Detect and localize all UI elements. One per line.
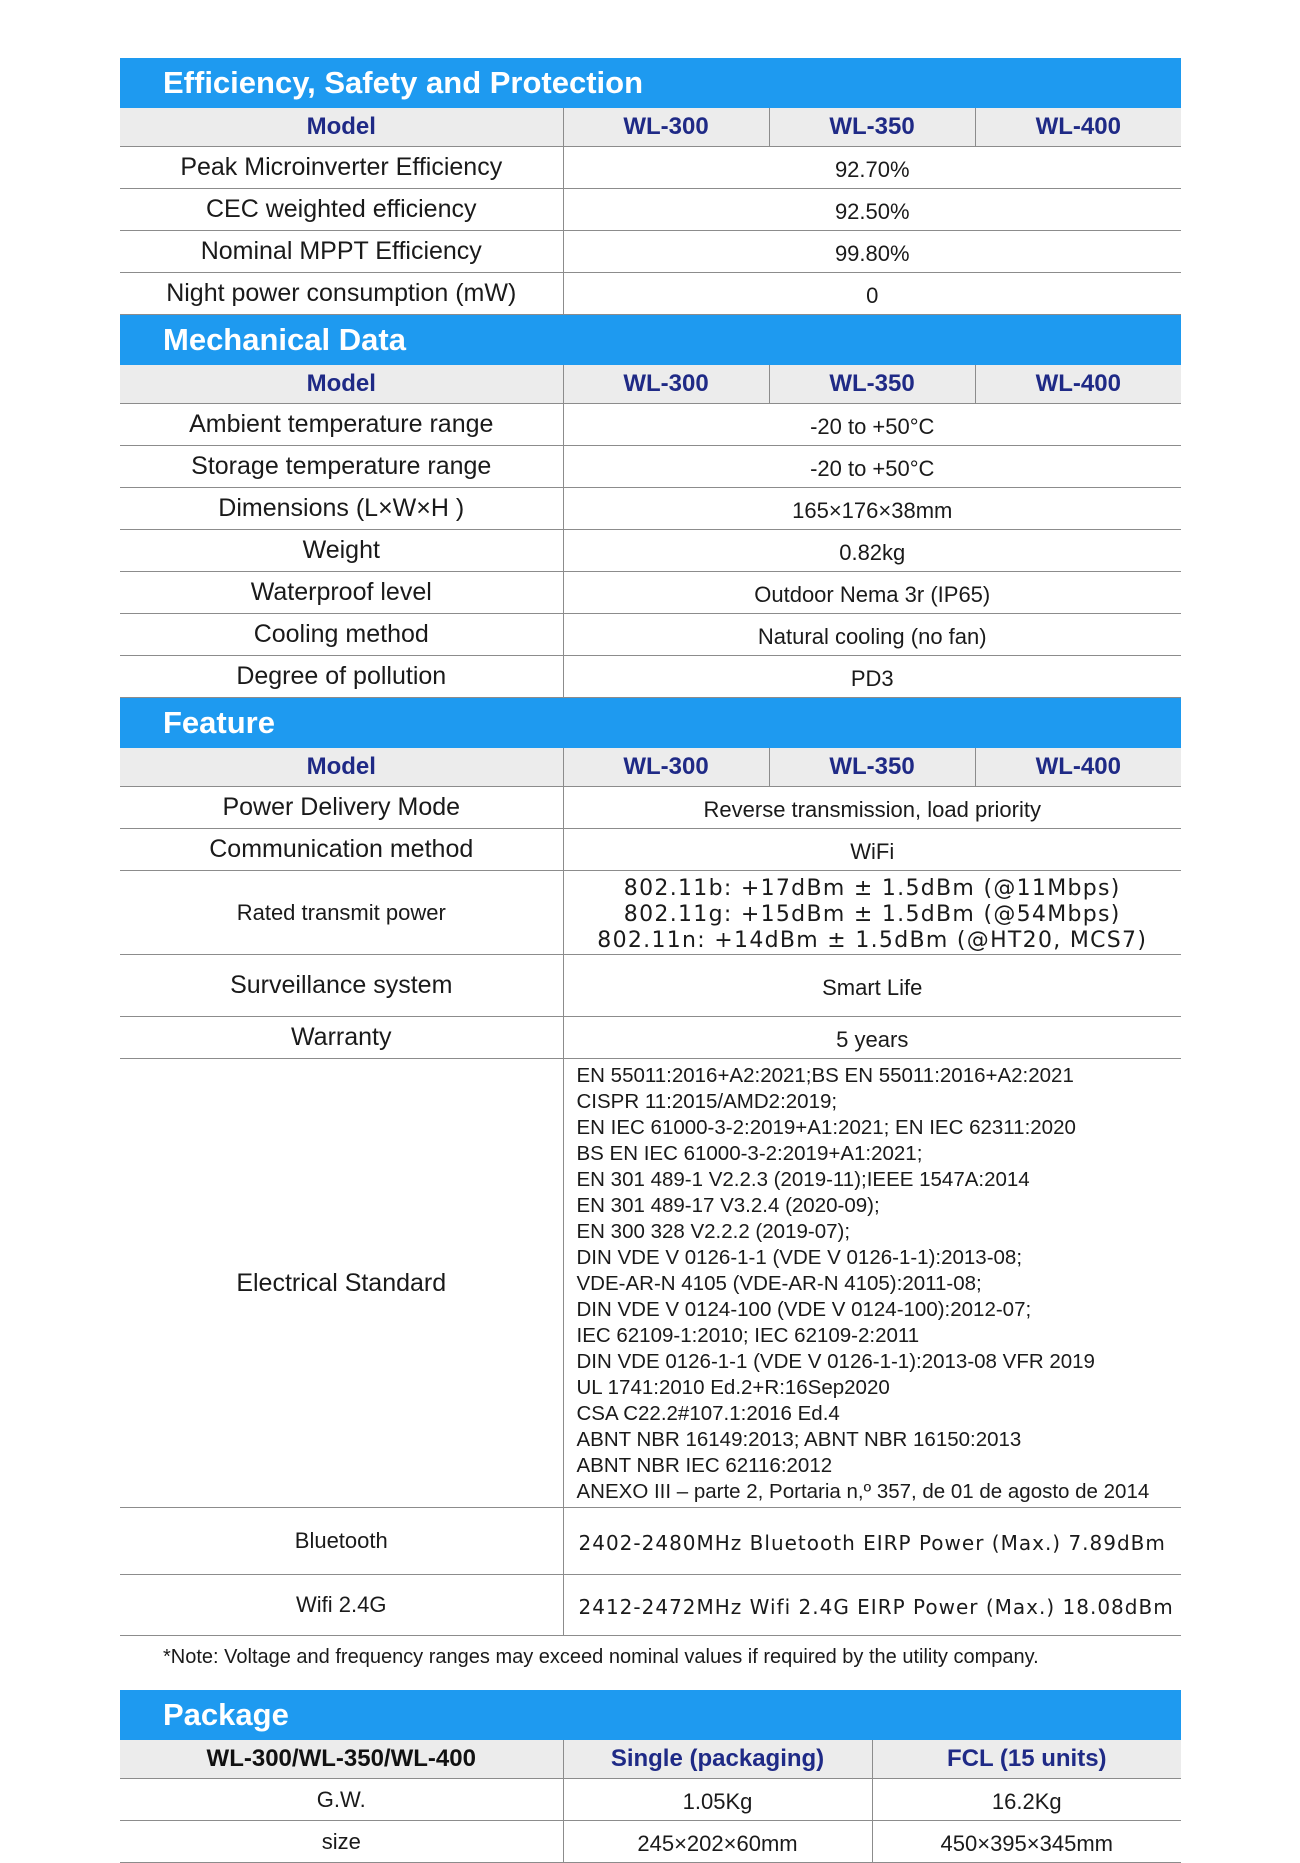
spec-value: Natural cooling (no fan) bbox=[563, 614, 1181, 656]
package-fcl-value: 450×395×345mm bbox=[872, 1821, 1181, 1863]
spec-label: Cooling method bbox=[120, 614, 563, 656]
model-label: Model bbox=[120, 748, 563, 787]
feature-table bbox=[120, 748, 1181, 1636]
spec-label: Electrical Standard bbox=[120, 1059, 563, 1508]
spec-value: Reverse transmission, load priority bbox=[563, 787, 1181, 829]
spec-label: Weight bbox=[120, 530, 563, 572]
package-table bbox=[120, 1740, 1181, 1863]
package-models: WL-300/WL-350/WL-400 bbox=[120, 1740, 563, 1779]
spec-value: 92.50% bbox=[563, 189, 1181, 231]
section-title-feature: Feature bbox=[120, 698, 1181, 748]
spec-label: Bluetooth bbox=[120, 1508, 563, 1575]
model-wl-400: WL-400 bbox=[975, 748, 1181, 787]
package-fcl-value: 16.2Kg bbox=[872, 1779, 1181, 1821]
spec-value: Smart Life bbox=[563, 955, 1181, 1017]
model-header-row bbox=[120, 108, 1181, 147]
spec-value: 5 years bbox=[563, 1017, 1181, 1059]
section-title-package: Package bbox=[120, 1690, 1181, 1740]
spec-label: Rated transmit power bbox=[120, 871, 563, 955]
standard-line: VDE-AR-N 4105 (VDE-AR-N 4105):2011-08; bbox=[576, 1272, 982, 1295]
spec-value: 2402-2480MHz Bluetooth EIRP Power (Max.) 7.89dBm bbox=[563, 1508, 1181, 1575]
spec-label: Dimensions (L×W×H ) bbox=[120, 488, 563, 530]
spec-label: Night power consumption (mW) bbox=[120, 273, 563, 315]
package-single-value: 245×202×60mm bbox=[563, 1821, 872, 1863]
standard-line: BS EN IEC 61000-3-2:2019+A1:2021; bbox=[576, 1142, 923, 1165]
standard-line: DIN VDE V 0126-1-1 (VDE V 0126-1-1):2013-08; bbox=[576, 1246, 1023, 1269]
model-wl-350: WL-350 bbox=[769, 108, 975, 147]
spec-value: 0.82kg bbox=[563, 530, 1181, 572]
standard-line: DIN VDE 0126-1-1 (VDE V 0126-1-1):2013-08 VFR 2019 bbox=[576, 1350, 1095, 1373]
spec-label: Degree of pollution bbox=[120, 656, 563, 698]
spec-label: G.W. bbox=[120, 1779, 563, 1821]
spec-row bbox=[120, 656, 1181, 698]
spec-label: Nominal MPPT Efficiency bbox=[120, 231, 563, 273]
standard-line: CISPR 11:2015/AMD2:2019; bbox=[576, 1090, 838, 1113]
standard-line: ABNT NBR 16149:2013; ABNT NBR 16150:2013 bbox=[576, 1428, 1022, 1451]
spec-label: CEC weighted efficiency bbox=[120, 189, 563, 231]
spec-value: -20 to +50°C bbox=[563, 404, 1181, 446]
spec-value: 99.80% bbox=[563, 231, 1181, 273]
model-header-row bbox=[120, 365, 1181, 404]
standard-line: EN IEC 61000-3-2:2019+A1:2021; EN IEC 62311:2020 bbox=[576, 1116, 1076, 1139]
standard-line: CSA C22.2#107.1:2016 Ed.4 bbox=[576, 1402, 840, 1425]
spec-label: Ambient temperature range bbox=[120, 404, 563, 446]
section-title-efficiency: Efficiency, Safety and Protection bbox=[120, 58, 1181, 108]
spec-row bbox=[120, 787, 1181, 829]
spec-value: -20 to +50°C bbox=[563, 446, 1181, 488]
mechanical-table bbox=[120, 365, 1181, 698]
spec-row bbox=[120, 955, 1181, 1017]
standard-line: EN 301 489-1 V2.2.3 (2019-11);IEEE 1547A:2014 bbox=[576, 1168, 1030, 1191]
transmit-power-row bbox=[120, 871, 1181, 955]
spec-label: Power Delivery Mode bbox=[120, 787, 563, 829]
spec-value: WiFi bbox=[563, 829, 1181, 871]
spec-value: 0 bbox=[563, 273, 1181, 315]
spec-row bbox=[120, 231, 1181, 273]
electrical-standard-row bbox=[120, 1059, 1181, 1508]
spec-label: size bbox=[120, 1821, 563, 1863]
spec-row bbox=[120, 488, 1181, 530]
spec-label: Surveillance system bbox=[120, 955, 563, 1017]
spec-value: 2412-2472MHz Wifi 2.4G EIRP Power (Max.) 18.08dBm bbox=[563, 1575, 1181, 1636]
model-header-row bbox=[120, 748, 1181, 787]
package-header-row bbox=[120, 1740, 1181, 1779]
package-single-header: Single (packaging) bbox=[563, 1740, 872, 1779]
standard-line: IEC 62109-1:2010; IEC 62109-2:2011 bbox=[576, 1324, 920, 1347]
section-title-mechanical: Mechanical Data bbox=[120, 315, 1181, 365]
standard-line: ANEXO III – parte 2, Portaria n,º 357, de 01 de agosto de 2014 bbox=[576, 1480, 1150, 1503]
spec-value: 165×176×38mm bbox=[563, 488, 1181, 530]
model-label: Model bbox=[120, 365, 563, 404]
spec-row bbox=[120, 572, 1181, 614]
model-label: Model bbox=[120, 108, 563, 147]
model-wl-300: WL-300 bbox=[563, 108, 769, 147]
spec-row bbox=[120, 530, 1181, 572]
spec-value: 92.70% bbox=[563, 147, 1181, 189]
spec-value: Outdoor Nema 3r (IP65) bbox=[563, 572, 1181, 614]
standard-line: EN 300 328 V2.2.2 (2019-07); bbox=[576, 1220, 851, 1243]
spec-label: Wifi 2.4G bbox=[120, 1575, 563, 1636]
spec-row bbox=[120, 189, 1181, 231]
package-row bbox=[120, 1779, 1181, 1821]
transmit-line: 802.11g: +15dBm ± 1.5dBm (@54Mbps) bbox=[623, 901, 1121, 927]
spec-label: Communication method bbox=[120, 829, 563, 871]
spec-row bbox=[120, 147, 1181, 189]
spec-row bbox=[120, 446, 1181, 488]
standard-list bbox=[563, 1059, 1181, 1508]
spec-value: PD3 bbox=[563, 656, 1181, 698]
model-wl-400: WL-400 bbox=[975, 108, 1181, 147]
spec-label: Warranty bbox=[120, 1017, 563, 1059]
standard-line: ABNT NBR IEC 62116:2012 bbox=[576, 1454, 833, 1477]
model-wl-400: WL-400 bbox=[975, 365, 1181, 404]
spec-label: Storage temperature range bbox=[120, 446, 563, 488]
spec-row bbox=[120, 1017, 1181, 1059]
wifi-row bbox=[120, 1575, 1181, 1636]
spec-label: Waterproof level bbox=[120, 572, 563, 614]
spec-row bbox=[120, 404, 1181, 446]
transmit-line: 802.11b: +17dBm ± 1.5dBm (@11Mbps) bbox=[623, 875, 1121, 901]
spec-sheet bbox=[120, 58, 1181, 1863]
utility-note: *Note: Voltage and frequency ranges may exceed nominal values if required by the utility company. bbox=[163, 1646, 1039, 1668]
bluetooth-row bbox=[120, 1508, 1181, 1575]
spec-row bbox=[120, 614, 1181, 656]
standard-line: DIN VDE V 0124-100 (VDE V 0124-100):2012-07; bbox=[576, 1298, 1032, 1321]
package-row bbox=[120, 1821, 1181, 1863]
package-single-value: 1.05Kg bbox=[563, 1779, 872, 1821]
spec-row bbox=[120, 273, 1181, 315]
spec-label: Peak Microinverter Efficiency bbox=[120, 147, 563, 189]
spec-row bbox=[120, 829, 1181, 871]
spacer bbox=[120, 1678, 1181, 1690]
package-fcl-header: FCL (15 units) bbox=[872, 1740, 1181, 1779]
standard-line: UL 1741:2010 Ed.2+R:16Sep2020 bbox=[576, 1376, 890, 1399]
model-wl-350: WL-350 bbox=[769, 365, 975, 404]
transmit-power-values bbox=[563, 871, 1181, 955]
standard-line: EN 301 489-17 V3.2.4 (2020-09); bbox=[576, 1194, 880, 1217]
standard-line: EN 55011:2016+A2:2021;BS EN 55011:2016+A2:2021 bbox=[576, 1064, 1074, 1087]
model-wl-300: WL-300 bbox=[563, 365, 769, 404]
efficiency-table bbox=[120, 108, 1181, 315]
model-wl-350: WL-350 bbox=[769, 748, 975, 787]
transmit-line: 802.11n: +14dBm ± 1.5dBm (@HT20, MCS7) bbox=[597, 927, 1148, 953]
model-wl-300: WL-300 bbox=[563, 748, 769, 787]
